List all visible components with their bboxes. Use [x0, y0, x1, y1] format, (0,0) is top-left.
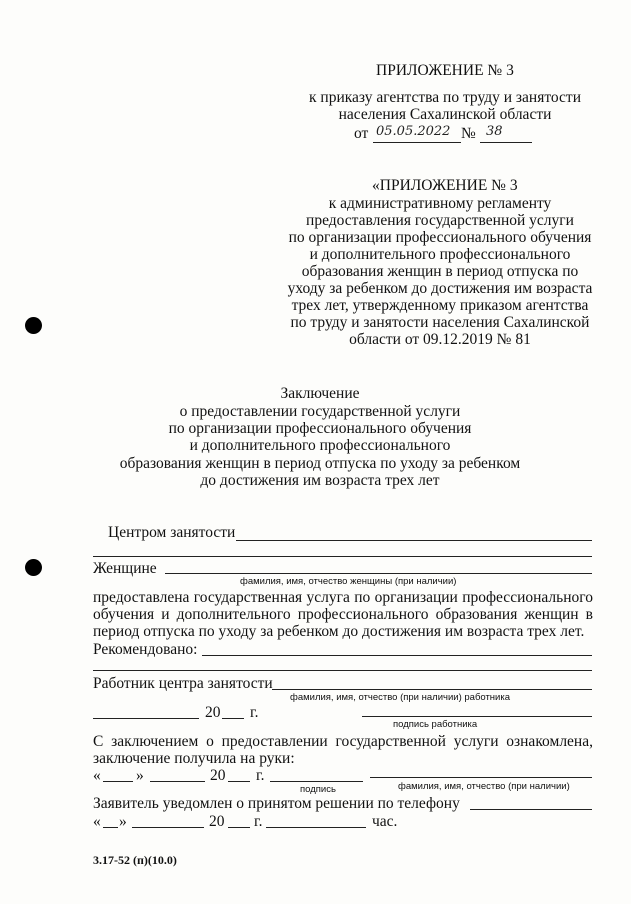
sign-worker-caption: подпись работника	[393, 719, 478, 730]
header2-line: предоставления государственной услуги	[306, 212, 574, 229]
year-2: 20	[210, 767, 226, 784]
conclusion-line: образования женщин в период отпуска по уходу за ребенком	[119, 455, 521, 472]
ack-year-field[interactable]	[228, 781, 250, 782]
ack-line-2: заключение получила на руки:	[93, 750, 295, 767]
header2-line: по труду и занятости населения Сахалинской	[290, 314, 590, 331]
conclusion-heading: Заключение	[280, 385, 360, 402]
woman-label: Женщине	[93, 560, 157, 577]
worker-signature-field[interactable]	[362, 716, 592, 717]
punch-hole-top	[25, 317, 42, 334]
ack-line-1: С заключением о предоставлении государственной услуги ознакомлена,	[93, 733, 593, 750]
year-3: 20	[209, 813, 225, 830]
conclusion-line: до достижения им возраста трех лет	[200, 472, 440, 489]
quote-close-2: »	[119, 813, 127, 830]
year-1: 20	[205, 704, 221, 721]
header1-date-line	[373, 142, 461, 143]
ack-signature-field[interactable]	[270, 781, 363, 782]
worker-field[interactable]	[272, 689, 592, 690]
notified-label: Заявитель уведомлен о принятом решении по телефону	[93, 795, 460, 812]
notified-year-field[interactable]	[228, 827, 250, 828]
header2-line: уходу за ребенком до достижения им возраста	[287, 280, 593, 297]
header2-line: по организации профессионального обучения	[288, 229, 592, 246]
conclusion-line: о предоставлении государственной услуги	[179, 403, 461, 420]
body-line-1: предоставлена государственная услуга по организации профессионального	[93, 589, 593, 606]
center-field-continuation[interactable]	[93, 556, 592, 557]
header1-line2: населения Сахалинской области	[338, 106, 552, 123]
hours-label: час.	[372, 813, 398, 830]
notified-time-field[interactable]	[266, 827, 366, 828]
conclusion-line: по организации профессионального обучения	[168, 420, 472, 437]
worker-year-field[interactable]	[222, 718, 244, 719]
footer-code: 3.17-52 (п)(10.0)	[93, 853, 177, 867]
body-line-2: обучения и дополнительного профессионального образования женщин в	[93, 606, 593, 623]
center-field[interactable]	[236, 540, 592, 541]
header2-line: и дополнительного профессионального	[309, 246, 571, 263]
header2-line: области от 09.12.2019 № 81	[349, 331, 531, 348]
header1-title: ПРИЛОЖЕНИЕ № 3	[376, 62, 514, 79]
recommended-field-continuation[interactable]	[93, 670, 592, 671]
year-suffix-1: г.	[250, 704, 259, 721]
header2-line: образования женщин в период отпуска по	[301, 263, 579, 280]
notified-day-field[interactable]	[103, 827, 118, 828]
ack-fio-field[interactable]	[370, 777, 592, 778]
notified-month-field[interactable]	[132, 827, 204, 828]
woman-caption: фамилия, имя, отчество женщины (при наличии)	[240, 576, 457, 587]
header2-title: «ПРИЛОЖЕНИЕ № 3	[372, 177, 518, 194]
header1-line1: к приказу агентства по труду и занятости	[309, 89, 581, 106]
header1-number-handwritten: 38	[486, 124, 503, 139]
ack-day-field[interactable]	[103, 781, 133, 782]
header1-from-label: от	[354, 125, 369, 142]
punch-hole-bottom	[25, 559, 42, 576]
fio-caption: фамилия, имя, отчество (при наличии)	[398, 781, 570, 792]
year-suffix-3: г.	[254, 813, 263, 830]
ack-month-field[interactable]	[150, 781, 205, 782]
quote-close-1: »	[136, 767, 144, 784]
header2-line: трех лет, утвержденному приказом агентства	[291, 297, 589, 314]
woman-field[interactable]	[165, 573, 592, 574]
worker-label: Работник центра занятости	[93, 675, 273, 692]
worker-caption: фамилия, имя, отчество (при наличии) работника	[290, 692, 511, 703]
header1-number-line	[480, 142, 532, 143]
center-label: Центром занятости	[108, 524, 236, 541]
recommended-field[interactable]	[202, 655, 592, 656]
worker-date-field[interactable]	[93, 718, 199, 719]
quote-open-1: «	[93, 767, 101, 784]
quote-open-2: «	[93, 813, 101, 830]
recommended-label: Рекомендовано:	[93, 641, 198, 658]
year-suffix-2: г.	[256, 767, 265, 784]
sign-caption: подпись	[300, 784, 336, 795]
phone-field[interactable]	[470, 809, 592, 810]
conclusion-line: и дополнительного профессионального	[189, 437, 451, 454]
header1-number-label: №	[461, 125, 476, 142]
header1-date-handwritten: 05.05.2022	[376, 124, 451, 139]
header2-line: к административному регламенту	[328, 195, 552, 212]
body-line-3: период отпуска по уходу за ребенком до достижения им возраста трех лет.	[93, 623, 585, 640]
